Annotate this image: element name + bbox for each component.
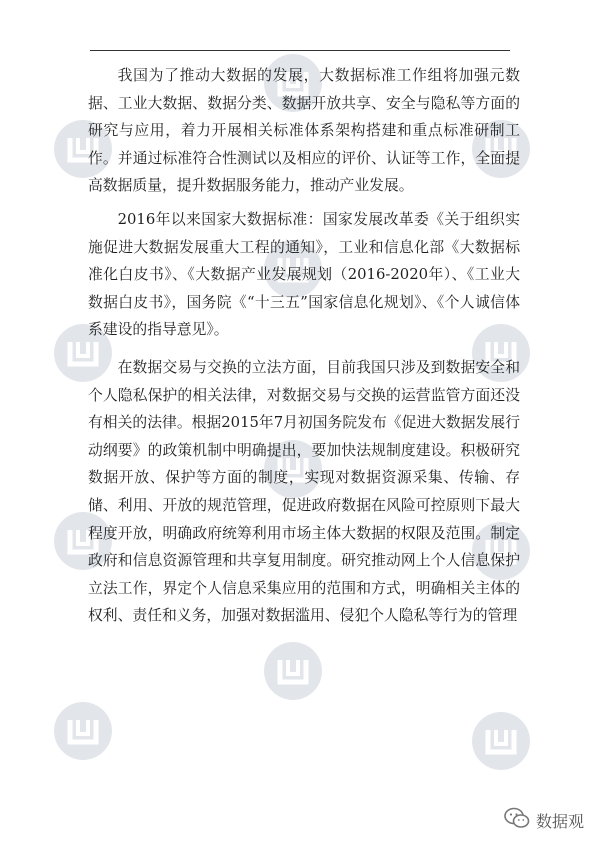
document-body bbox=[88, 62, 520, 636]
wechat-icon bbox=[504, 807, 530, 833]
watermark-logo-icon bbox=[470, 710, 532, 772]
watermark-logo-icon bbox=[262, 640, 324, 702]
paragraph: 我国为了推动大数据的发展，大数据标准工作组将加强元数据、工业大数据、数据分类、数据开放共享、安全与隐私等方面的研究与应用，着力开展相关标准体系架构搭建和重点标准研制工作。并通过标准符合性测试以及相应的评价、认证等工作，全面提高数据质量，提升数据服务能力，推动产业发展。 bbox=[88, 67, 520, 195]
paragraph: 2016年以来国家大数据标准：国家发展改革委《关于组织实施促进大数据发展重大工程的通知》，工业和信息化部《大数据标准化白皮书》、《大数据产业发展规划（2016-2020年）、《工业大数据白皮书》，国务院《“十三五”国家信息化规划》、《个人诚信体系建设的指导意见》。 bbox=[88, 210, 520, 339]
paragraph: 在数据交易与交换的立法方面，目前我国只涉及到数据安全和个人隐私保护的相关法律，对数据交易与交换的运营监管方面还没有相关的法律。根据2015年7月初国务院发布《促进大数据发展行动纲要》的政策机制中明确提出，要加快法规制度建设。积极研究数据开放、保护等方面的制度，实现对数据资源采集、传输、存储、利用、开放的规范管理，促进政府数据在风险可控原则下最大程度开放，明确政府统筹利用市场主体大数据的权限及范围。制定政府和信息资源管理和共享复用制度。研究推动网上个人信息保护立法工作，界定个人信息采集应用的范围和方式，明确相关主体的权利、责任和义务，加强对数据滥用、侵犯个人隐私等行为的管理 bbox=[88, 358, 520, 625]
header-rule bbox=[90, 50, 510, 51]
watermark-logo-icon bbox=[52, 700, 114, 762]
wechat-account-badge bbox=[504, 807, 584, 833]
wechat-account-name: 数据观 bbox=[535, 811, 584, 831]
